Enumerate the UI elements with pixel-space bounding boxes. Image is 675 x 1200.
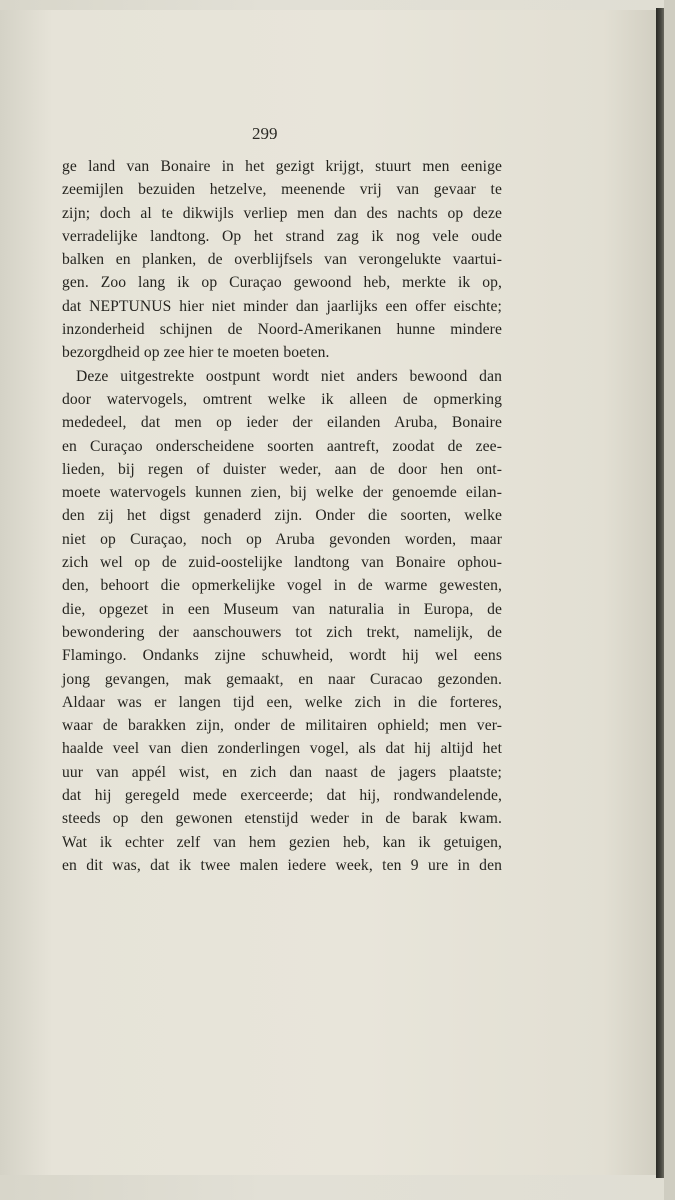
text-line: niet op Curaçao, noch op Aruba gevonden worden, maar: [62, 530, 502, 548]
text-line: zijn; doch al te dikwijls verliep men dan des nachts op deze: [62, 204, 502, 222]
text-line: den zij het digst genaderd zijn. Onder die soorten, welke: [62, 507, 502, 525]
page-edge-shadow: [656, 8, 664, 1178]
text-line: den, behoort die opmerkelijke vogel in de warme gewesten,: [62, 577, 502, 595]
text-line: Flamingo. Ondanks zijne schuwheid, wordt hij wel eens: [62, 647, 502, 665]
text-line: ge land van Bonaire in het gezigt krijgt, stuurt men eenige: [62, 158, 502, 175]
page-number: 299: [252, 124, 278, 143]
text-line: gen. Zoo lang ik op Curaçao gewoond heb, merkte ik op,: [62, 274, 502, 292]
text-line: haalde veel van dien zonderlingen vogel, als dat hij altijd het: [62, 740, 502, 758]
text-line: zeemijlen bezuiden hetzelve, meenende vrij van gevaar te: [62, 181, 502, 199]
text-line: door watervogels, omtrent welke ik alleen de opmerking: [62, 390, 502, 408]
text-line: uur van appél wist, en zich dan naast de jagers plaatste;: [62, 763, 502, 781]
text-line: dat hij geregeld mede exerceerde; dat hij, rondwandelende,: [62, 787, 502, 805]
text-line: inzonderheid schijnen de Noord-Amerikanen hunne mindere: [62, 321, 502, 339]
text-line: en Curaçao onderscheidene soorten aantreft, zoodat de zee-: [62, 437, 502, 455]
text-line: die, opgezet in een Museum van naturalia in Europa, de: [62, 600, 502, 618]
text-line: Deze uitgestrekte oostpunt wordt niet anders bewoond dan: [76, 367, 502, 385]
text-line: steeds op den gewonen etenstijd weder in de barak kwam.: [62, 810, 502, 828]
text-line: en dit was, dat ik twee malen iedere week, ten 9 ure in den: [62, 856, 502, 874]
text-line: Wat ik echter zelf van hem gezien heb, kan ik getuigen,: [62, 833, 502, 851]
text-line: waar de barakken zijn, onder de militairen ophield; men ver-: [62, 717, 502, 735]
text-line: mededeel, dat men op ieder der eilanden Aruba, Bonaire: [62, 414, 502, 432]
text-line: zich wel op de zuid-oostelijke landtong van Bonaire ophou-: [62, 554, 502, 572]
text-line: dat NEPTUNUS hier niet minder dan jaarlijks een offer eischte;: [62, 297, 502, 315]
text-line: lieden, bij regen of duister weder, aan de door hen ont-: [62, 460, 502, 478]
text-line: Aldaar was er langen tijd een, welke zich in die forteres,: [62, 693, 502, 711]
text-line: bewondering der aanschouwers tot zich trekt, namelijk, de: [62, 623, 502, 641]
text-line: balken en planken, de overblijfsels van verongelukte vaartui-: [62, 251, 502, 269]
text-line: bezorgdheid op zee hier te moeten boeten.: [62, 344, 330, 362]
body-text: [62, 155, 502, 877]
text-line: jong gevangen, mak gemaakt, en naar Curacao gezonden.: [62, 670, 502, 688]
text-line: verradelijke landtong. Op het strand zag ik nog vele oude: [62, 227, 502, 245]
scan-margin: [664, 0, 675, 1200]
text-line: moete watervogels kunnen zien, bij welke der genoemde eilan-: [62, 484, 502, 502]
